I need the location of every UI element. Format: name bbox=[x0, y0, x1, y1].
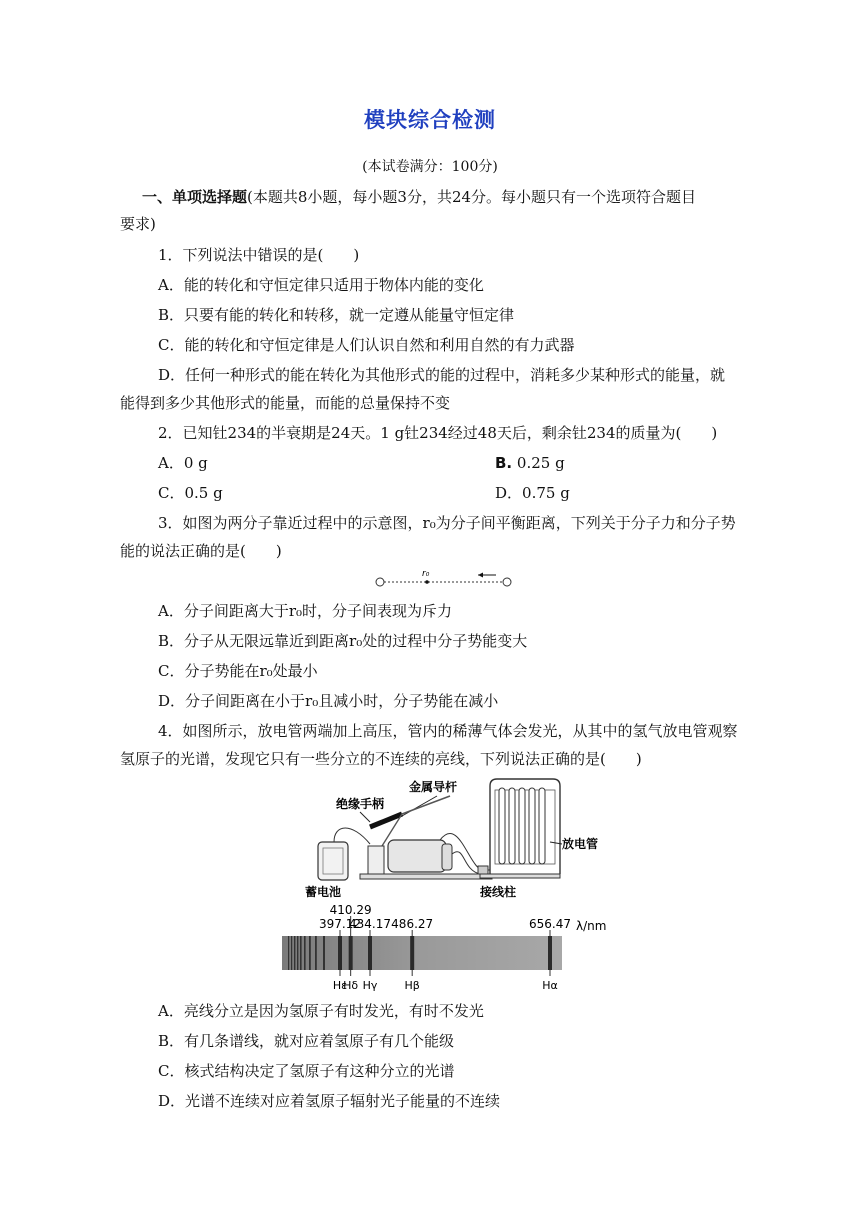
metal-rod-shape bbox=[402, 796, 450, 814]
discharge-tube bbox=[519, 788, 525, 864]
spectral-line bbox=[548, 936, 552, 970]
spectral-line bbox=[349, 936, 353, 970]
q4-option-c: C．核式结构决定了氢原子有这种分立的光谱 bbox=[158, 1062, 455, 1080]
discharge-tube bbox=[499, 788, 505, 864]
wavelength-label: 410.29 bbox=[329, 903, 372, 917]
terminal-post-shape bbox=[478, 866, 488, 874]
q1-option-d-cont: 能得到多少其他形式的能量，而能的总量保持不变 bbox=[120, 394, 451, 412]
discharge-apparatus-figure bbox=[290, 774, 630, 902]
page-subtitle: (本试卷满分：100分) bbox=[362, 159, 498, 175]
tube-rack-base bbox=[480, 874, 560, 878]
label-terminal: 接线柱 bbox=[480, 885, 517, 899]
spectral-line-faint bbox=[300, 936, 302, 970]
q3-stem-cont: 能的说法正确的是( ) bbox=[120, 542, 282, 560]
q2-option-b-text: 0.25 g bbox=[516, 454, 565, 472]
leader-metal-rod bbox=[402, 796, 437, 816]
q2-option-b-label: B. bbox=[495, 454, 513, 472]
spectral-line-faint bbox=[294, 936, 295, 970]
q3-option-a: A．分子间距离大于r₀时，分子间表现为斥力 bbox=[158, 602, 453, 620]
section-desc-cont: 要求) bbox=[120, 215, 156, 233]
discharge-tube bbox=[509, 788, 515, 864]
q3-option-b: B．分子从无限远靠近到距离r₀处的过程中分子势能变大 bbox=[158, 632, 528, 650]
label-metal-rod: 金属导杆 bbox=[409, 780, 458, 794]
q1-option-b: B．只要有能的转化和转移，就一定遵从能量守恒定律 bbox=[158, 306, 515, 324]
line-name-label: Hδ bbox=[343, 979, 359, 992]
section-desc: (本题共8小题，每小题3分，共24分。每小题只有一个选项符合题目 bbox=[247, 188, 697, 206]
q4-stem: 4．如图所示，放电管两端加上高压，管内的稀薄气体会发光，从其中的氢气放电管观察 bbox=[158, 722, 738, 740]
q2-option-c: C．0.5 g bbox=[158, 484, 223, 502]
wavelength-label: 656.47 bbox=[529, 917, 571, 931]
spectral-line-faint bbox=[288, 936, 289, 970]
molecule-figure bbox=[370, 566, 520, 592]
equilibrium-point bbox=[425, 580, 429, 584]
spectral-line-faint bbox=[309, 936, 311, 970]
wavelength-label: 486.27 bbox=[391, 917, 434, 931]
q2-option-b bbox=[495, 452, 565, 474]
spectral-line bbox=[338, 936, 342, 970]
line-name-label: Hα bbox=[542, 979, 558, 992]
q3-option-c: C．分子势能在r₀处最小 bbox=[158, 662, 318, 680]
q4-option-a: A．亮线分立是因为氢原子有时发光，有时不发光 bbox=[158, 1002, 484, 1020]
spectral-line-faint bbox=[304, 936, 306, 970]
label-handle: 绝缘手柄 bbox=[336, 797, 385, 811]
q2-stem: 2．已知钍234的半衰期是24天。1 g钍234经过48天后，剩余钍234的质量为( ) bbox=[158, 424, 718, 442]
q2-option-d: D．0.75 g bbox=[495, 484, 570, 502]
coil-base bbox=[360, 874, 492, 879]
section-heading: 一、单项选择题 bbox=[142, 188, 248, 206]
coil-end-cap bbox=[442, 844, 452, 870]
wavelength-label: 434.17 bbox=[349, 917, 391, 931]
label-battery: 蓄电池 bbox=[305, 885, 342, 899]
discharge-tubes bbox=[499, 788, 545, 864]
arrow-left-icon bbox=[478, 573, 483, 578]
q1-option-d: D．任何一种形式的能在转化为其他形式的能的过程中，消耗多少某种形式的能量，就 bbox=[158, 366, 726, 384]
line-name-label: Hε bbox=[332, 979, 348, 992]
q1-stem: 1．下列说法中错误的是( ) bbox=[158, 246, 360, 264]
section-heading-line bbox=[142, 186, 696, 208]
line-name-label: Hβ bbox=[404, 979, 420, 992]
molecule-left bbox=[376, 578, 384, 586]
discharge-tube bbox=[529, 788, 535, 864]
page-title: 模块综合检测 bbox=[364, 108, 496, 132]
spectral-line-faint bbox=[315, 936, 317, 970]
spectral-line bbox=[368, 936, 372, 970]
q4-option-d: D．光谱不连续对应着氢原子辐射光子能量的不连续 bbox=[158, 1092, 501, 1110]
discharge-tube bbox=[539, 788, 545, 864]
q3-option-d: D．分子间距离在小于r₀且减小时，分子势能在减小 bbox=[158, 692, 499, 710]
spectral-line bbox=[410, 936, 414, 970]
molecule-right bbox=[503, 578, 511, 586]
hydrogen-spectrum-figure bbox=[270, 902, 620, 996]
line-name-label: Hγ bbox=[362, 979, 378, 992]
q2-option-a: A．0 g bbox=[158, 454, 208, 472]
q1-option-c: C．能的转化和守恒定律是人们认识自然和利用自然的有力武器 bbox=[158, 336, 575, 354]
spectral-line-faint bbox=[323, 936, 325, 970]
wavelength-label: 397.12 bbox=[319, 917, 361, 931]
leader-handle bbox=[360, 812, 370, 822]
q4-option-b: B．有几条谱线，就对应着氢原子有几个能级 bbox=[158, 1032, 455, 1050]
spectral-line-faint bbox=[291, 936, 292, 970]
spectral-line-faint bbox=[297, 936, 298, 970]
label-tube: 放电管 bbox=[562, 837, 599, 851]
interrupter bbox=[368, 846, 384, 874]
wire-coil-right bbox=[452, 852, 480, 874]
q3-stem: 3．如图为两分子靠近过程中的示意图，r₀为分子间平衡距离，下列关于分子力和分子势 bbox=[158, 514, 736, 532]
q4-stem-cont: 氢原子的光谱，发现它只有一些分立的不连续的亮线，下列说法正确的是( ) bbox=[120, 750, 642, 768]
r0-label: r₀ bbox=[422, 569, 430, 579]
wavelength-unit: λ/nm bbox=[576, 919, 607, 933]
q1-option-a: A．能的转化和守恒定律只适用于物体内能的变化 bbox=[158, 276, 484, 294]
induction-coil bbox=[388, 840, 446, 872]
